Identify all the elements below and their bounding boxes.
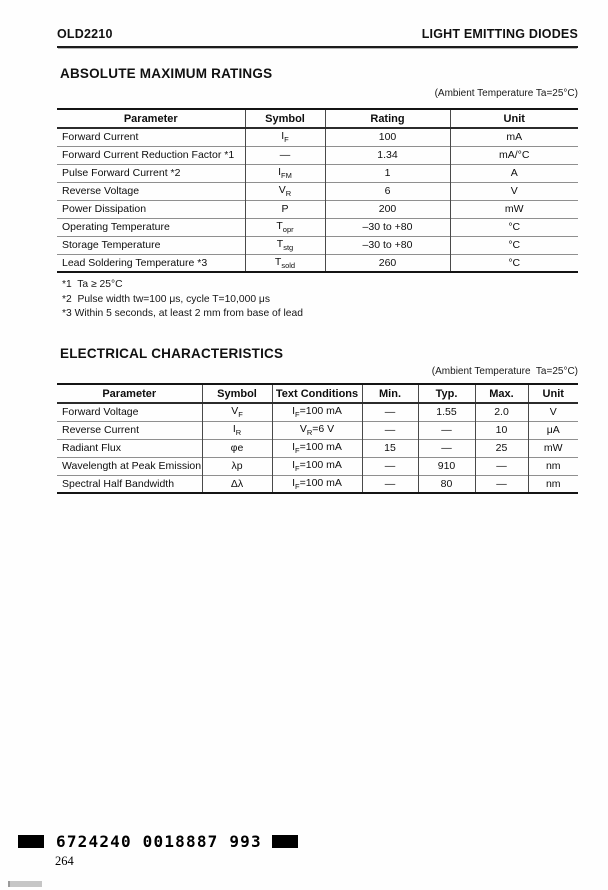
absolute-maximum-ratings-table [57, 108, 578, 273]
table-cell: — [418, 421, 475, 439]
table-cell: mA [450, 128, 578, 146]
scan-artifact [8, 881, 42, 887]
column-header: Text Conditions [272, 384, 362, 403]
table-row [57, 200, 578, 218]
table-cell: Operating Temperature [57, 218, 245, 236]
column-header: Min. [362, 384, 418, 403]
table-cell: — [475, 457, 528, 475]
table-row [57, 236, 578, 254]
page-header [57, 27, 578, 48]
table-cell: P [245, 200, 325, 218]
table-row [57, 439, 578, 457]
table-row [57, 457, 578, 475]
table-cell: — [418, 439, 475, 457]
table-row [57, 254, 578, 272]
table-cell: V [450, 182, 578, 200]
table-cell: –30 to +80 [325, 236, 450, 254]
table-cell: — [362, 475, 418, 493]
column-header: Unit [450, 109, 578, 128]
table-cell: 25 [475, 439, 528, 457]
table-cell: A [450, 164, 578, 182]
table-cell: Reverse Current [57, 421, 202, 439]
table-cell: °C [450, 254, 578, 272]
table-cell: 10 [475, 421, 528, 439]
table-row [57, 218, 578, 236]
electrical-characteristics-table [57, 383, 578, 494]
table-row [57, 403, 578, 421]
table-cell: $V_R$ [245, 182, 325, 200]
table-cell: 260 [325, 254, 450, 272]
table-cell: Spectral Half Bandwidth [57, 475, 202, 493]
footnotes [62, 278, 303, 322]
print-code-strip [18, 832, 298, 851]
table-cell: 6 [325, 182, 450, 200]
ambient-temperature-note: (Ambient Temperature Ta=25°C) [431, 366, 578, 377]
table-cell: 910 [418, 457, 475, 475]
table-row [57, 128, 578, 146]
table-cell: 2.0 [475, 403, 528, 421]
table-cell: mA/°C [450, 146, 578, 164]
table-cell: Lead Soldering Temperature *3 [57, 254, 245, 272]
print-code-digits: 6724240 0018887 993 [56, 832, 262, 851]
table-cell: Wavelength at Peak Emission [57, 457, 202, 475]
absolute-maximum-ratings-title: ABSOLUTE MAXIMUM RATINGS [60, 66, 273, 81]
table-cell: Forward Voltage [62, 406, 139, 419]
table-row [57, 164, 578, 182]
table-row [57, 182, 578, 200]
table-cell: $I_{FM}$ [245, 164, 325, 182]
table-cell: Radiant Flux [57, 439, 202, 457]
table-cell: $V_R=6$ V [272, 421, 362, 439]
table-header-row [57, 109, 578, 128]
ambient-temperature-note: (Ambient Temperature Ta=25°C) [434, 88, 578, 99]
table-cell: $I_F=100$ mA [272, 403, 362, 421]
table-cell: V [528, 403, 578, 421]
table-cell: 100 [325, 128, 450, 146]
table-cell: — [475, 475, 528, 493]
table-cell: mW [450, 200, 578, 218]
table-cell: –30 to +80 [325, 218, 450, 236]
table-cell: — [362, 403, 418, 421]
column-header: Symbol [245, 109, 325, 128]
table-cell: $I_R$ [202, 421, 272, 439]
table-header-row [57, 384, 578, 403]
table-cell: nm [528, 457, 578, 475]
column-header: Typ. [418, 384, 475, 403]
table-cell: μA [528, 421, 578, 439]
table-row [57, 421, 578, 439]
table-cell: $I_F=100$ mA [272, 439, 362, 457]
table-cell: Storage Temperature [57, 236, 245, 254]
table-cell: mW [528, 439, 578, 457]
footnote: *3 Within 5 seconds, at least 2 mm from base of lead [62, 308, 303, 320]
table-cell: 80 [418, 475, 475, 493]
table-cell: 1 [325, 164, 450, 182]
table-cell: Δλ [202, 475, 272, 493]
code-block-icon [272, 835, 298, 848]
table-cell: Pulse Forward Current *2 [57, 164, 245, 182]
category-title: LIGHT EMITTING DIODES [421, 27, 578, 41]
table-cell: φe [202, 439, 272, 457]
table-cell: 1.55 [418, 403, 475, 421]
column-header: Max. [475, 384, 528, 403]
column-header: Rating [325, 109, 450, 128]
table-cell: $T_{opr}$ [245, 218, 325, 236]
table-cell: — [245, 146, 325, 164]
electrical-characteristics-title: ELECTRICAL CHARACTERISTICS [60, 346, 284, 361]
table-cell: °C [450, 236, 578, 254]
footnote: *1 Ta ≥ 25°C [62, 279, 123, 290]
table-cell: $I_F$ [245, 128, 325, 146]
table-cell: Forward Current Reduction Factor *1 [57, 146, 245, 164]
table-cell: Forward Current [62, 131, 139, 144]
table-row [57, 475, 578, 493]
model-number: OLD2210 [57, 27, 113, 41]
table-cell: $T_{sold}$ [245, 254, 325, 272]
table-cell: $T_{stg}$ [245, 236, 325, 254]
table-cell: — [362, 421, 418, 439]
column-header: Parameter [57, 384, 202, 403]
table-cell: $I_F=100$ mA [272, 475, 362, 493]
table-cell: λp [202, 457, 272, 475]
table-cell: 1.34 [325, 146, 450, 164]
column-header: Parameter [57, 109, 245, 128]
table-cell: Power Dissipation [57, 200, 245, 218]
footnote: *2 Pulse width tw=100 μs, cycle T=10,000 μs [62, 293, 270, 305]
table-cell: nm [528, 475, 578, 493]
column-header: Symbol [202, 384, 272, 403]
table-cell: 200 [325, 200, 450, 218]
table-row [57, 146, 578, 164]
table-cell: °C [450, 218, 578, 236]
table-cell: — [362, 457, 418, 475]
table-cell: 15 [362, 439, 418, 457]
table-cell: $I_F=100$ mA [272, 457, 362, 475]
table-cell: $V_F$ [202, 403, 272, 421]
page-number: 264 [55, 854, 74, 868]
column-header: Unit [528, 384, 578, 403]
code-block-icon [18, 835, 44, 848]
table-cell: Reverse Voltage [57, 182, 245, 200]
